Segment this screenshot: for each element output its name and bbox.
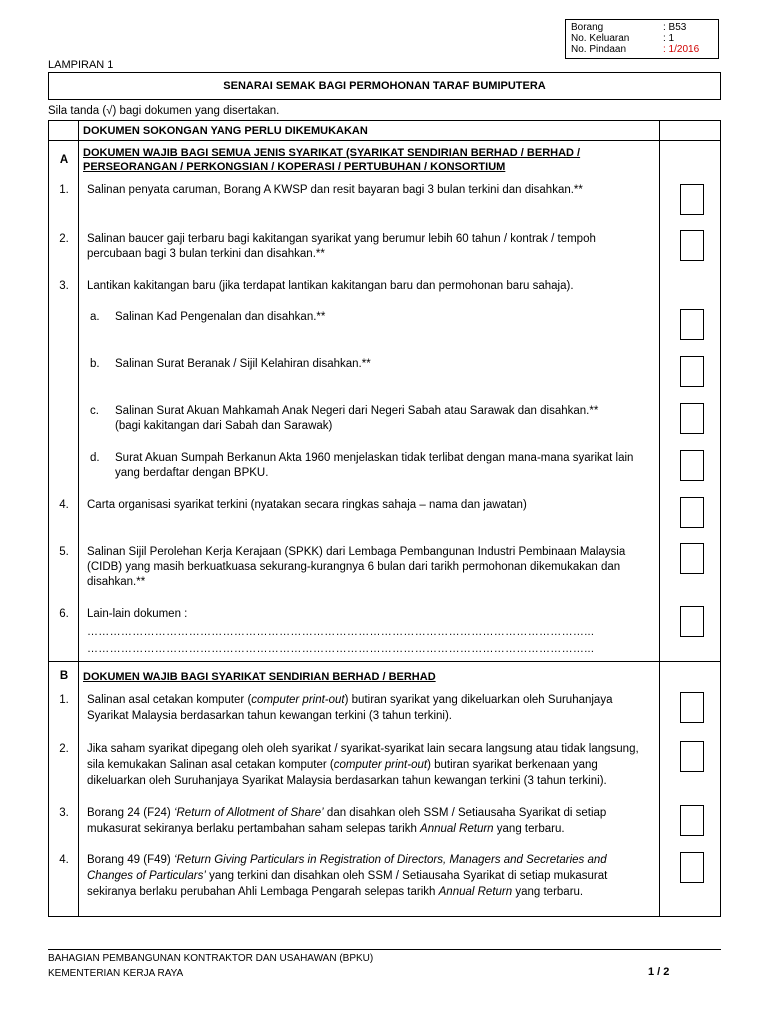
blank-line[interactable]: ……………………………………………………………………………………………………………………... bbox=[87, 626, 595, 638]
blank-line[interactable]: ……………………………………………………………………………………………………………………... bbox=[87, 643, 595, 655]
checkbox-b4[interactable] bbox=[680, 852, 704, 883]
form-value: : 1/2016 bbox=[663, 44, 700, 55]
checkbox-a3d[interactable] bbox=[680, 450, 704, 481]
document-title-text: SENARAI SEMAK BAGI PERMOHONAN TARAF BUMIPUTERA bbox=[223, 80, 546, 92]
item-text: Changes of Particulars’ yang terkini dan disahkan oleh SSM / Setiausaha Syarikat di setiap mukasurat bbox=[87, 870, 608, 882]
item-text: sila kemukakan Salinan asal cetakan komputer (computer print-out) butiran syarikat berkenaan yang bbox=[87, 759, 598, 771]
form-label: No. Keluaran bbox=[571, 33, 630, 44]
checkbox-b3[interactable] bbox=[680, 805, 704, 836]
item-text: Salinan asal cetakan komputer (computer print-out) butiran syarikat yang dikeluarkan oleh Suruhanjaya bbox=[87, 694, 613, 706]
form-info-box bbox=[565, 19, 719, 59]
page-number: 1 / 2 bbox=[648, 966, 670, 978]
sub-item-text: Salinan Kad Pengenalan dan disahkan.** bbox=[115, 311, 326, 323]
item-text: Salinan baucer gaji terbaru bagi kakitangan syarikat yang berumur lebih 60 tahun / kontrak / tempoh bbox=[87, 233, 596, 245]
checkbox-a3a[interactable] bbox=[680, 309, 704, 340]
item-number: 3. bbox=[59, 807, 69, 819]
table-header: DOKUMEN SOKONGAN YANG PERLU DIKEMUKAKAN bbox=[83, 125, 368, 137]
item-number: 1. bbox=[59, 184, 69, 196]
item-text: (CIDB) yang masih berkuatkuasa sekurang-kurangnya 6 bulan dari tarikh permohonan dikemukakan dan bbox=[87, 561, 621, 573]
checkbox-a3b[interactable] bbox=[680, 356, 704, 387]
sub-item-letter: a. bbox=[90, 311, 100, 323]
checkbox-a6[interactable] bbox=[680, 606, 704, 637]
checkbox-b1[interactable] bbox=[680, 692, 704, 723]
sub-item-letter: c. bbox=[90, 405, 99, 417]
item-text: disahkan.** bbox=[87, 576, 146, 588]
item-number: 3. bbox=[59, 280, 69, 292]
item-text: Borang 49 (F49) ‘Return Giving Particulars in Registration of Directors, Managers and Secretaries and bbox=[87, 854, 607, 866]
checkbox-a2[interactable] bbox=[680, 230, 704, 261]
checkbox-a4[interactable] bbox=[680, 497, 704, 528]
item-text: percubaan bagi 3 bulan terkini dan disahkan.** bbox=[87, 248, 325, 260]
item-text: Salinan Sijil Perolehan Kerja Kerajaan (SPKK) dari Lembaga Pembangunan Industri Pembinaan Malaysia bbox=[87, 546, 626, 558]
item-number: 4. bbox=[59, 854, 69, 866]
checkbox-a1[interactable] bbox=[680, 184, 704, 215]
checkbox-b2[interactable] bbox=[680, 741, 704, 772]
row-divider bbox=[49, 140, 720, 141]
item-number: 1. bbox=[59, 694, 69, 706]
sub-item-text: Salinan Surat Beranak / Sijil Kelahiran disahkan.** bbox=[115, 358, 371, 370]
section-a-title-line1: DOKUMEN WAJIB BAGI SEMUA JENIS SYARIKAT (SYARIKAT SENDIRIAN BERHAD / BERHAD / bbox=[83, 147, 581, 159]
column-divider bbox=[659, 121, 660, 916]
footer-department: BAHAGIAN PEMBANGUNAN KONTRAKTOR DAN USAHAWAN (BPKU) bbox=[48, 953, 374, 964]
item-text: Carta organisasi syarikat terkini (nyatakan secara ringkas sahaja – nama dan jawatan) bbox=[87, 499, 527, 511]
checklist-table bbox=[48, 120, 721, 917]
item-text: sekiranya berlaku perubahan Ahli Lembaga Pengarah selepas tarikh Annual Return yang terbaru. bbox=[87, 886, 584, 898]
footer-ministry: KEMENTERIAN KERJA RAYA bbox=[48, 968, 184, 979]
row-divider bbox=[49, 661, 720, 662]
item-number: 4. bbox=[59, 499, 69, 511]
checkbox-a5[interactable] bbox=[680, 543, 704, 574]
section-a-letter: A bbox=[59, 154, 69, 166]
sub-item-text: (bagi kakitangan dari Sabah dan Sarawak) bbox=[115, 420, 333, 432]
form-row-pindaan bbox=[571, 44, 713, 55]
sub-item-text: yang berdaftar dengan BPKU. bbox=[115, 467, 269, 479]
item-number: 6. bbox=[59, 608, 69, 620]
form-value: : B53 bbox=[663, 22, 687, 33]
item-text: mukasurat sekiranya berlaku pertambahan saham selepas tarikh Annual Return yang terbaru. bbox=[87, 823, 565, 835]
sub-item-letter: b. bbox=[90, 358, 100, 370]
form-label: Borang bbox=[571, 22, 604, 33]
form-value: : 1 bbox=[663, 33, 675, 44]
item-text: dikeluarkan oleh Suruhanjaya Syarikat Malaysia berdasarkan tahun kewangan terkini (3 tahun terkini). bbox=[87, 775, 607, 787]
item-text: Salinan penyata caruman, Borang A KWSP dan resit bayaran bagi 3 bulan terkini dan disahkan.** bbox=[87, 184, 583, 196]
footer-divider bbox=[48, 949, 721, 950]
document-title bbox=[48, 72, 721, 100]
lampiran-label: LAMPIRAN 1 bbox=[48, 59, 114, 71]
form-row-keluaran bbox=[571, 33, 713, 44]
sub-item-text: Salinan Surat Akuan Mahkamah Anak Negeri dari Negeri Sabah atau Sarawak dan disahkan.** bbox=[115, 405, 599, 417]
section-a-title-line2: PERSEORANGAN / PERKONGSIAN / KOPERASI / PERTUBUHAN / KONSORTIUM bbox=[83, 161, 506, 173]
item-text: Jika saham syarikat dipegang oleh oleh syarikat / syarikat-syarikat lain secara langsung atau tidak langsung, bbox=[87, 743, 639, 755]
form-label: No. Pindaan bbox=[571, 44, 627, 55]
form-row-borang bbox=[571, 22, 713, 33]
instruction-text: Sila tanda (√) bagi dokumen yang disertakan. bbox=[48, 105, 280, 117]
section-b-title: DOKUMEN WAJIB BAGI SYARIKAT SENDIRIAN BERHAD / BERHAD bbox=[83, 671, 436, 683]
item-text: Lain-lain dokumen : bbox=[87, 608, 188, 620]
sub-item-letter: d. bbox=[90, 452, 100, 464]
item-text: Borang 24 (F24) ‘Return of Allotment of Share’ dan disahkan oleh SSM / Setiausaha Syarikat di setiap bbox=[87, 807, 607, 819]
item-number: 2. bbox=[59, 743, 69, 755]
checkbox-a3c[interactable] bbox=[680, 403, 704, 434]
item-number: 2. bbox=[59, 233, 69, 245]
item-number: 5. bbox=[59, 546, 69, 558]
item-text: Lantikan kakitangan baru (jika terdapat lantikan kakitangan baru dan permohonan baru sahaja). bbox=[87, 280, 574, 292]
section-b-letter: B bbox=[59, 670, 69, 682]
sub-item-text: Surat Akuan Sumpah Berkanun Akta 1960 menjelaskan tidak terlibat dengan mana-mana syarikat lain bbox=[115, 452, 634, 464]
item-text: Syarikat Malaysia berdasarkan tahun kewangan terkini (3 tahun terkini). bbox=[87, 710, 452, 722]
